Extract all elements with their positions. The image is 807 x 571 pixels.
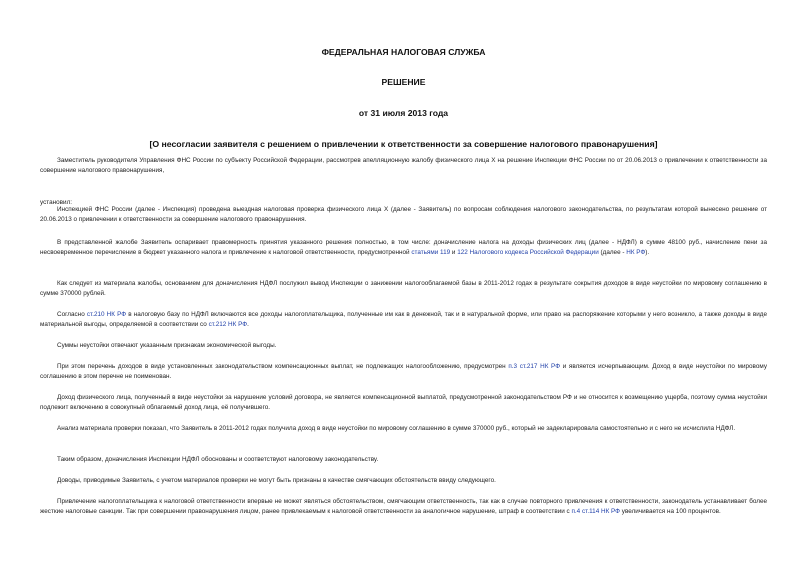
document-subject: [О несогласии заявителя с решением о привлечении к ответственности за совершение налогового правонарушения] [149,139,658,149]
link-article-210[interactable]: ст.210 НК РФ [86,311,127,318]
paragraph-text: Суммы неустойки отвечают указанным признакам экономической выгоды. [57,342,277,349]
link-tax-code[interactable]: НК РФ [626,249,646,257]
link-article-122-tax-code[interactable]: 122 Налогового кодекса Российской Федерации [457,249,599,257]
paragraph-text: Доход физического лица, полученный в виде неустойки за нарушение условий договора, не является компенсационной выплатой, предусмотренной законодательством РФ и не относится к возмещению ущерба, поэтому сумма неустойки подлежит включению в совокупный облагаемый доход лица, её получившего. [40,394,767,412]
paragraph-intro [40,156,767,177]
paragraph-text: в налоговую базу по НДФЛ включаются все доходы налогоплательщика, полученные им как в денежной, так и в натуральной форме, или право на распоряжение которыми у него возникло, а также доходы в виде материальной выгоды, определяемой в соответствии со [40,311,767,329]
link-article-212[interactable]: ст.212 НК РФ [208,321,248,329]
paragraph-text: Привлечение налогоплательщика к налоговой ответственности впервые не может являться обстоятельством, смягчающим ответственность, так как в случае повторного привлечения к ответственности, законодатель устанавливает более жесткие налоговые санкции. Так при совершении правонарушения лицом, ранее привлекаемым к налоговой ответственности за аналогичное нарушение, штраф в соответствии с [40,498,767,516]
paragraph-inspection [40,205,767,226]
paragraph-text: ). [645,249,650,257]
paragraph-text: При этом перечень доходов в виде установленных законодательством компенсационных выплат, не подлежащих налогообложению, предусмотрен [57,363,509,370]
paragraph-text: (далее - [598,249,627,257]
paragraph-arguments [40,476,767,486]
paragraph-text: Анализ материала проверки показал, что Заявитель в 2011-2012 годах получила доход в виде неустойки по мировому соглашению в сумме 370000 руб., который не задекларировала самостоятельно и с него не исчислила НДФЛ. [57,425,736,432]
paragraph-analysis [40,424,767,434]
established-label: установил: [40,199,73,206]
paragraph-text: и является исчерпывающим. Доход в виде неустойки по мировому соглашению в этом перечне не поименован. [40,363,767,381]
paragraph-text: Таким образом, доначисления Инспекции НДФЛ обоснованы и соответствуют налоговому законодательству. [57,456,379,463]
paragraph-text: . [247,321,249,329]
paragraph-text: Заместитель руководителя Управления ФНС России по субъекту Российской Федерации, рассмотрев апелляционную жалобу физического лица Х на решение Инспекции ФНС России по от 20.06.2013 о привлечении к ответственности за совершение налогового правонарушения, [40,157,767,175]
paragraph-basis [40,279,767,300]
paragraph-text: Согласно [57,311,87,318]
paragraph-tax-base [40,310,767,331]
paragraph-penalty-sums [40,341,767,351]
paragraph-conclusion [40,455,767,465]
document-date: от 31 июля 2013 года [358,108,449,118]
paragraph-text: Как следует из материала жалобы, основанием для доначисления НДФЛ послужил вывод Инспекции о занижении налогооблагаемой базы в 2011-2012 годах в результате сокрытия доходов в виде неустойки по мировому соглашению в сумме 370000 рублей. [40,280,767,298]
paragraph-text: увеличивается на 100 процентов. [620,508,721,516]
paragraph-text: Инспекцией ФНС России (далее - Инспекция) проведена выездная налоговая проверка физического лица Х (далее - Заявитель) по вопросам соблюдения налогового законодательства, по результатам которой вынесено решение от 20.06.2013 о привлечении к ответственности за совершение налогового правонарушения. [40,206,767,224]
document-type: РЕШЕНИЕ [381,77,426,87]
paragraph-income-nature [40,393,767,414]
link-article-119[interactable]: статьями 119 [411,249,451,257]
agency-title: ФЕДЕРАЛЬНАЯ НАЛОГОВАЯ СЛУЖБА [321,47,486,57]
paragraph-text: Доводы, приводимые Заявитель, с учетом материалов проверки не могут быть признаны в качестве смягчающих обстоятельств ввиду следующего. [57,477,496,484]
link-article-217[interactable]: п.3 ст.217 НК РФ [508,363,561,370]
link-article-114[interactable]: п.4 ст.114 НК РФ [571,508,621,516]
paragraph-compensation-list [40,362,767,383]
paragraph-complaint [40,238,767,259]
paragraph-text: В представленной жалобе Заявитель оспаривает правомерность принятия указанного решения полностью, в том числе: доначисление налога на доходы физических лиц (далее - НДФЛ) в сумме 48100 руб., начисление пени за несвоевременное перечисление в бюджет указанного налога и привлечение к налоговой ответственности, предусмотренной [40,239,767,257]
paragraph-first-offense [40,497,767,518]
paragraph-text: и [450,249,458,257]
